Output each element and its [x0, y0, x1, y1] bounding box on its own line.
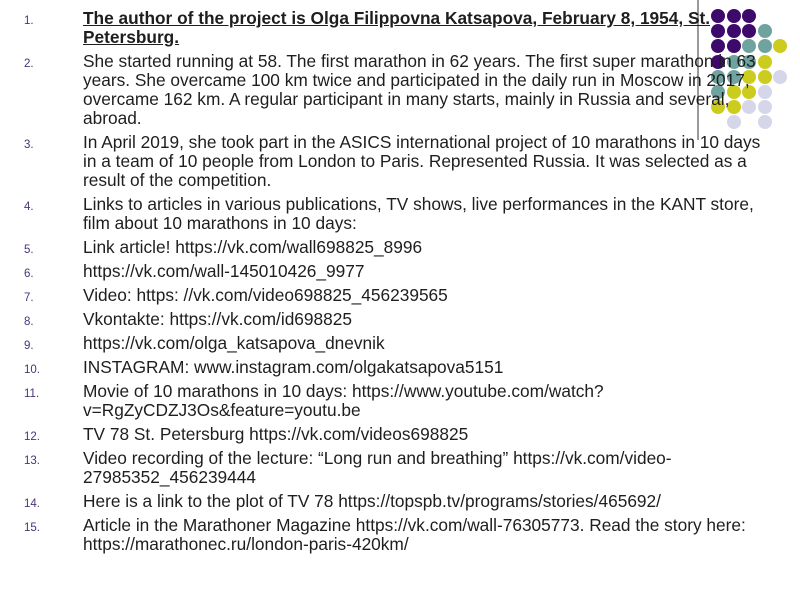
list-item: [0, 492, 770, 511]
list-item-text: Links to articles in various publications, TV shows, live performances in the KANT store, film about 10 marathons in 10 days:: [83, 194, 754, 233]
list-item: [0, 238, 770, 257]
list-item-text: Video recording of the lecture: “Long run and breathing” https://vk.com/video-27985352_456239444: [83, 448, 672, 487]
list-number: 9.: [24, 340, 34, 352]
list-item-text: Here is a link to the plot of TV 78 https://topspb.tv/programs/stories/465692/: [83, 491, 661, 511]
list-item: [0, 133, 770, 190]
list-item: [0, 334, 770, 353]
list-item: [0, 382, 770, 420]
list-item: [0, 9, 770, 47]
list-item: [0, 52, 770, 128]
list-item-text: TV 78 St. Petersburg https://vk.com/videos698825: [83, 424, 469, 444]
list-item-text: https://vk.com/olga_katsapova_dnevnik: [83, 333, 385, 353]
list-item-text: Video: https: //vk.com/video698825_456239565: [83, 285, 448, 305]
list-number: 6.: [24, 268, 34, 280]
list-number: 7.: [24, 292, 34, 304]
list-number: 13.: [24, 455, 40, 467]
list-number: 1.: [24, 15, 34, 27]
list-number: 11.: [24, 388, 40, 400]
list-item: [0, 516, 770, 554]
list-number: 2.: [24, 58, 34, 70]
list-item-text: Article in the Marathoner Magazine https://vk.com/wall-76305773. Read the story here: https://marathonec.ru/london-paris-420km/: [83, 515, 746, 554]
list-item: [0, 358, 770, 377]
list-item-text: Movie of 10 marathons in 10 days: https://www.youtube.com/watch?v=RgZyCDZJ3Os&feature=youtu.be: [83, 381, 604, 420]
list-number: 5.: [24, 244, 34, 256]
decorative-dot: [773, 39, 787, 53]
list-item: [0, 310, 770, 329]
list-number: 12.: [24, 431, 40, 443]
list-number: 15.: [24, 522, 40, 534]
list-number: 8.: [24, 316, 34, 328]
list-number: 10.: [24, 364, 40, 376]
decorative-dot: [773, 70, 787, 84]
list-item-text: She started running at 58. The first marathon in 62 years. The first super marathon in 63 years. She overcame 100 km twice and participated in the daily run in Moscow in 2017, overcame 162 km. A regular participant in many starts, mainly in Russia and several, abroad.: [83, 51, 756, 128]
list-item: [0, 262, 770, 281]
list-item: [0, 195, 770, 233]
list-item-text: In April 2019, she took part in the ASICS international project of 10 marathons in 10 days in a team of 10 people from London to Paris. Represented Russia. It was selected as a result of the competition.: [83, 132, 761, 190]
list-number: 3.: [24, 139, 34, 151]
list-item: [0, 286, 770, 305]
list-item: [0, 425, 770, 444]
list-item: [0, 449, 770, 487]
list-number: 4.: [24, 201, 34, 213]
list-item-text: Link article! https://vk.com/wall698825_8996: [83, 237, 423, 257]
content-list: [0, 9, 770, 559]
list-item-text: The author of the project is Olga Filippovna Katsapova, February 8, 1954, St. Petersburg.: [83, 8, 711, 47]
list-number: 14.: [24, 498, 40, 510]
list-item-text: https://vk.com/wall-145010426_9977: [83, 261, 365, 281]
list-item-text: Vkontakte: https://vk.com/id698825: [83, 309, 352, 329]
list-item-text: INSTAGRAM: www.instagram.com/olgakatsapova5151: [83, 357, 504, 377]
